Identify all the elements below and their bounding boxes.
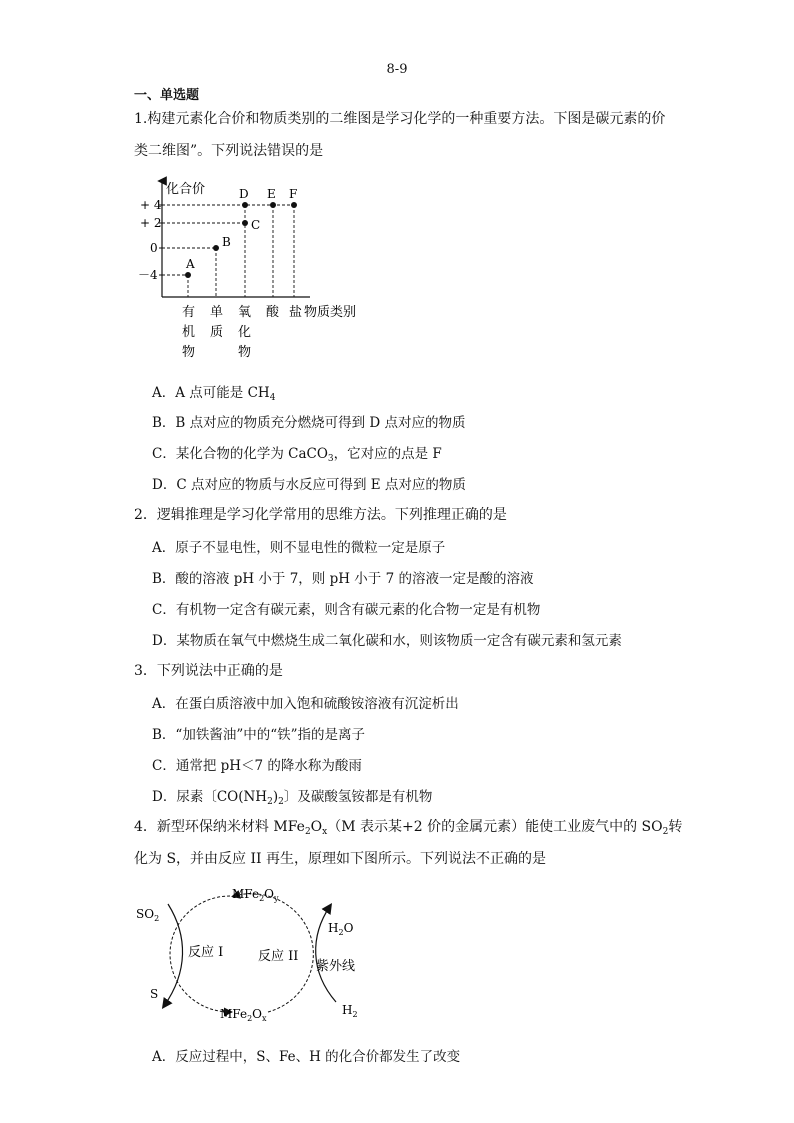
- q1-stem-line1: 1.构建元素化合价和物质类别的二维图是学习化学的一种重要方法。下图是碳元素的价: [134, 111, 666, 127]
- y-tick-zero: 0: [150, 241, 158, 255]
- h2-label: $H_2$: [342, 1003, 358, 1019]
- point-F: [291, 202, 297, 208]
- so2-to-s-arrow: [164, 904, 183, 1006]
- section-title: 一、单选题: [134, 88, 200, 103]
- carbon-valence-chart: [130, 175, 390, 370]
- point-A: [185, 272, 191, 278]
- x-axis-label: 物质类别: [304, 305, 357, 320]
- point-B: [213, 245, 219, 251]
- q2-option-B[interactable]: B．酸的溶液 pH 小于 7，则 pH 小于 7 的溶液一定是酸的溶液: [152, 571, 534, 587]
- q2-option-D[interactable]: D．某物质在氧气中燃烧生成二氧化碳和水，则该物质一定含有碳元素和氢元素: [152, 633, 622, 649]
- xcat-oxide-2: 化: [238, 325, 252, 340]
- top-compound: $MFe_2O_y$: [232, 887, 279, 903]
- mfe2o-cycle-diagram: [130, 880, 380, 1025]
- q1-stem-line2: 类二维图”。下列说法错误的是: [134, 143, 324, 159]
- xcat-organic-2: 机: [182, 325, 196, 340]
- y-tick-plus4: + 4: [140, 198, 162, 212]
- h2o-label: $H_2O$: [328, 921, 354, 937]
- xcat-organic-3: 物: [182, 345, 196, 360]
- xcat-element-2: 质: [210, 325, 224, 340]
- q2-option-A[interactable]: A．原子不显电性，则不显电性的微粒一定是原子: [152, 540, 446, 556]
- label-A: A: [186, 257, 195, 271]
- point-E: [270, 202, 276, 208]
- q1-option-D[interactable]: D．C 点对应的物质与水反应可得到 E 点对应的物质: [152, 477, 466, 493]
- label-D: D: [239, 187, 249, 201]
- q1-option-C[interactable]: C．某化合物的化学为 CaCO$_3$，它对应的点是 F: [152, 446, 442, 464]
- q4-option-A[interactable]: A．反应过程中，S、Fe、H 的化合价都发生了改变: [152, 1049, 461, 1065]
- label-B: B: [222, 235, 231, 249]
- xcat-organic-1: 有: [182, 305, 196, 320]
- label-C: C: [251, 218, 261, 232]
- q4-stem-line1: 4．新型环保纳米材料 $MFe_2O_x(M$ 表示某+2 价的金属元素）能使工业废气中的 $SO_2$转: [134, 819, 683, 837]
- xcat-acid: 酸: [266, 305, 280, 320]
- q4-stem-line2: 化为 S，并由反应 II 再生，原理如下图所示。下列说法不正确的是: [134, 851, 547, 867]
- q3-option-A[interactable]: A．在蛋白质溶液中加入饱和硫酸铵溶液有沉淀析出: [152, 696, 459, 712]
- q3-option-B[interactable]: B．“加铁酱油”中的“铁”指的是离子: [152, 727, 366, 743]
- q2-option-C[interactable]: C．有机物一定含有碳元素，则含有碳元素的化合物一定是有机物: [152, 602, 541, 618]
- y-axis-label: 化合价: [166, 182, 206, 197]
- point-D: [242, 202, 248, 208]
- y-tick-plus2: + 2: [140, 216, 162, 230]
- xcat-oxide-3: 物: [238, 345, 252, 360]
- bottom-compound: $MFe_2O_x$: [220, 1007, 267, 1023]
- point-C: [242, 220, 248, 226]
- xcat-oxide-1: 氧: [238, 305, 252, 320]
- q3-stem: 3．下列说法中正确的是: [134, 663, 283, 679]
- so2-label: $SO_2$: [136, 907, 160, 923]
- uv-label: 紫外线: [316, 959, 356, 974]
- q3-option-D[interactable]: D．尿素〔$CO(NH_2)_2$〕及碳酸氢铵都是有机物: [152, 789, 433, 807]
- y-tick-minus4: －4: [138, 268, 158, 282]
- label-E: E: [267, 187, 276, 201]
- reaction-1-label: 反应 I: [188, 945, 224, 960]
- label-F: F: [289, 187, 298, 201]
- page-label: 8-9: [386, 62, 408, 77]
- q1-option-A[interactable]: A．A 点可能是 $CH_4$: [152, 385, 276, 403]
- q2-stem: 2．逻辑推理是学习化学常用的思维方法。下列推理正确的是: [134, 507, 507, 523]
- s-label: S: [150, 987, 159, 1001]
- q3-option-C[interactable]: C．通常把 pH＜7 的降水称为酸雨: [152, 758, 362, 774]
- xcat-salt: 盐: [289, 305, 303, 320]
- xcat-element-1: 单: [210, 305, 224, 320]
- q1-option-B[interactable]: B．B 点对应的物质充分燃烧可得到 D 点对应的物质: [152, 415, 466, 431]
- reaction-2-label: 反应 II: [258, 949, 299, 964]
